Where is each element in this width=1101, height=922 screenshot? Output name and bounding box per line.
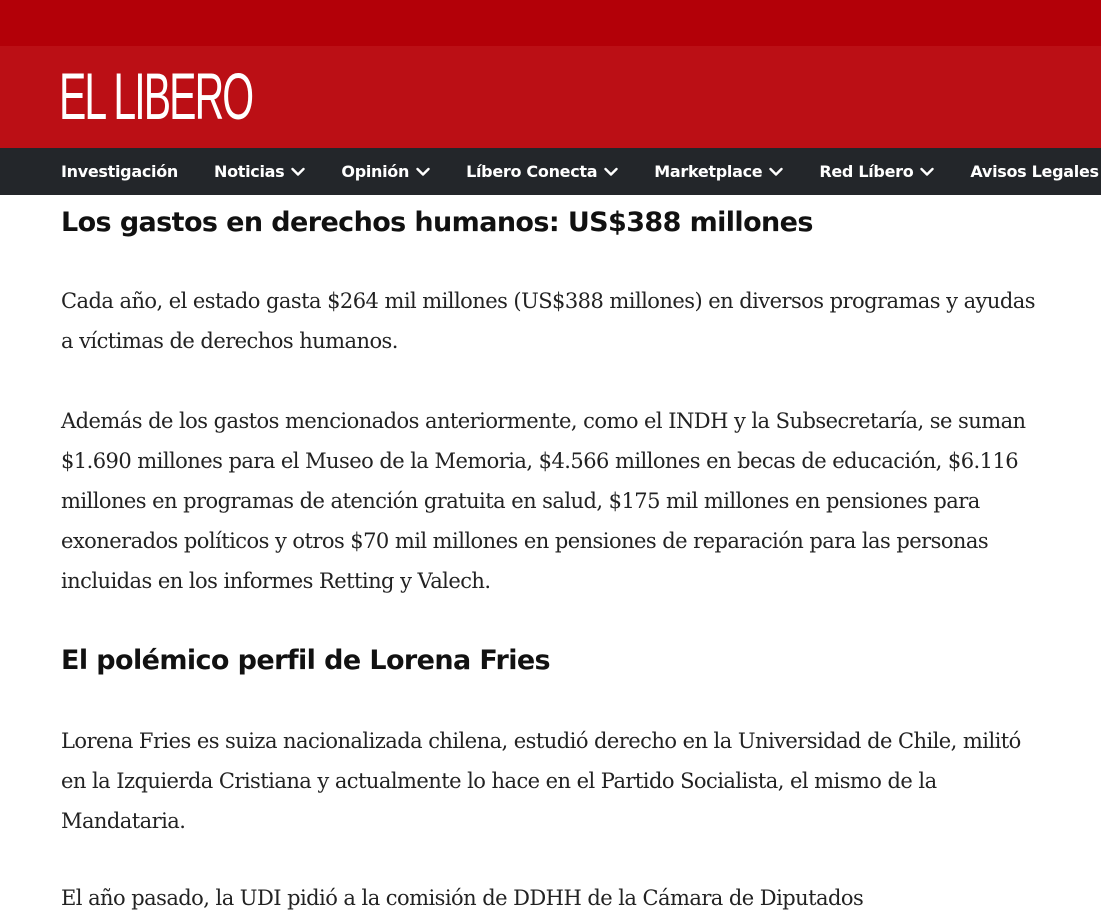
nav-item-label: Noticias (213, 162, 285, 181)
nav-item-label: Opinión (341, 162, 410, 181)
nav-item-investigacion[interactable] (61, 162, 178, 181)
nav-item-label: Avisos Legales (970, 162, 1099, 181)
top-red-bar (0, 0, 1101, 46)
nav-item-libero-conecta[interactable] (466, 162, 618, 181)
article-paragraph: Lorena Fries es suiza nacionalizada chilena, estudió derecho en la Universidad de Chile, militó en la Izquierda Cristiana y actualmente lo hace en el Partido Socialista, el mismo de la Mandataria. (61, 729, 1021, 833)
nav-item-red-libero[interactable] (819, 162, 934, 181)
section-heading: El polémico perfil de Lorena Fries (61, 645, 551, 676)
nav-item-avisos-legales[interactable] (970, 162, 1098, 181)
nav-item-label: Investigación (61, 162, 178, 181)
nav-item-opinion[interactable] (341, 162, 430, 181)
article-body (0, 195, 1046, 918)
article-paragraph: Además de los gastos mencionados anteriormente, como el INDH y la Subsecretaría, se suman $1.690 millones para el Museo de la Memoria, $4.566 millones en becas de educación, $6.116 millones en programas de atención gratuita en salud, $175 mil millones en pensiones para exonerados políticos y otros $70 mil millones en pensiones de reparación para las personas incluidas en los informes Retting y Valech. (61, 409, 1026, 593)
article-paragraph: Cada año, el estado gasta $264 mil millones (US$388 millones) en diversos programas y ayudas a víctimas de derechos humanos. (61, 289, 1035, 353)
nav-item-label: Marketplace (654, 162, 763, 181)
chevron-down-icon (769, 167, 783, 177)
article-paragraph: El año pasado, la UDI pidió a la comisión de DDHH de la Cámara de Diputados (61, 886, 864, 910)
nav-item-noticias[interactable] (214, 162, 305, 181)
chevron-down-icon (291, 167, 305, 177)
section-heading: Los gastos en derechos humanos: US$388 millones (61, 207, 813, 238)
site-logo[interactable]: EL LIBERO (59, 59, 253, 133)
chevron-down-icon (604, 167, 618, 177)
nav-item-marketplace[interactable] (654, 162, 783, 181)
main-navigation (0, 148, 1101, 195)
nav-item-label: Líbero Conecta (466, 162, 598, 181)
masthead (0, 46, 1101, 148)
chevron-down-icon (920, 167, 934, 177)
chevron-down-icon (416, 167, 430, 177)
nav-item-label: Red Líbero (819, 162, 914, 181)
